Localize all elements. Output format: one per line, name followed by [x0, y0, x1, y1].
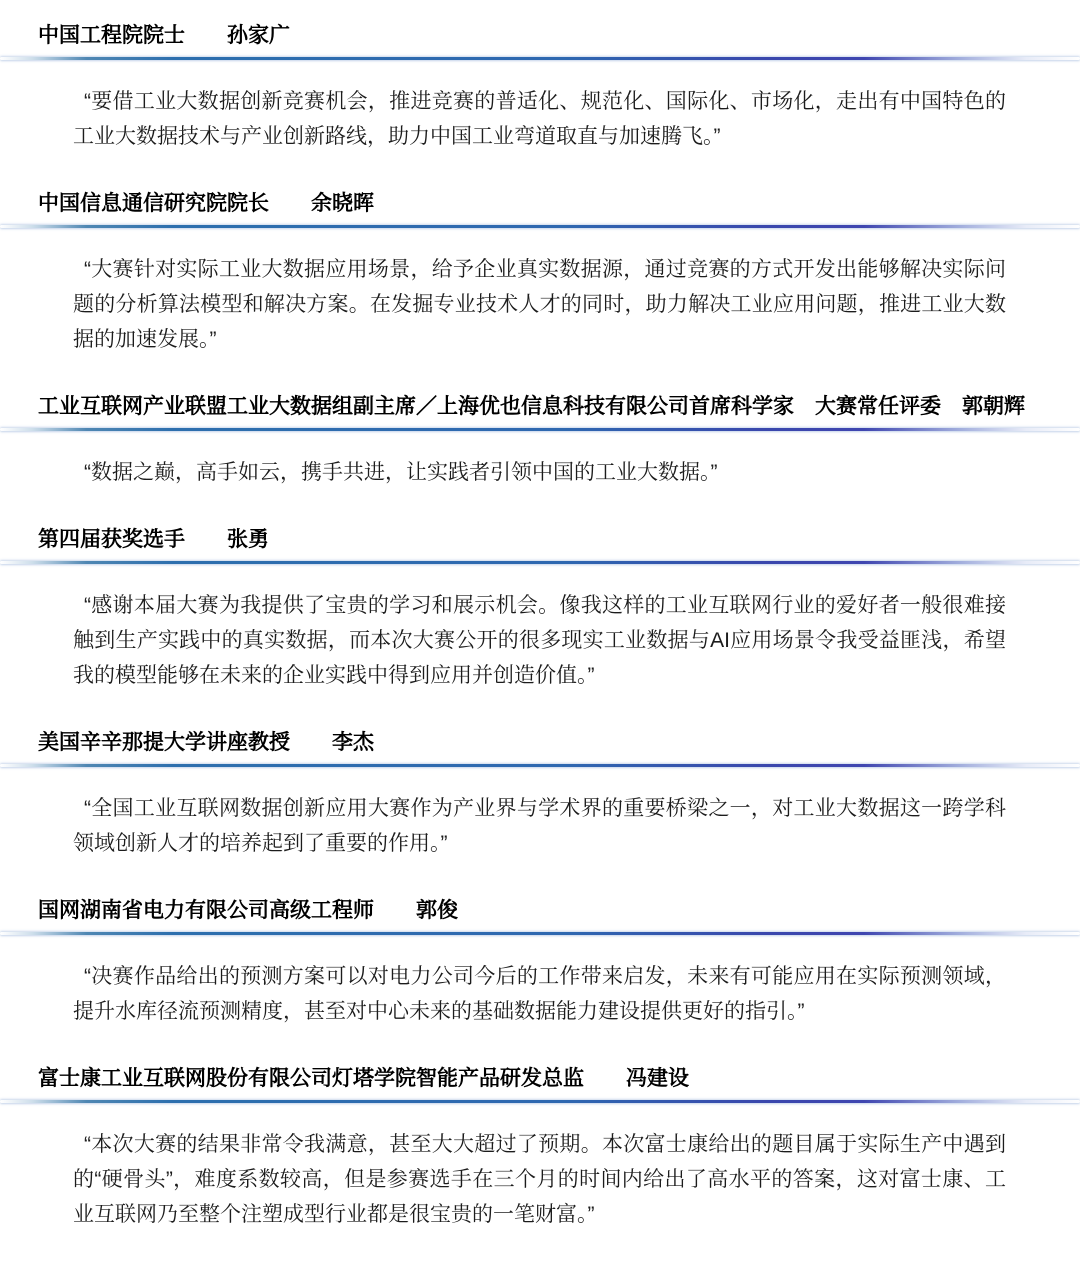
- quote-text: “大赛针对实际工业大数据应用场景，给予企业真实数据源，通过竞赛的方式开发出能够解决实际问题的分析算法模型和解决方案。在发掘专业技术人才的同时，助力解决工业应用问题，推进工业大数据的加速发展。”: [73, 258, 1006, 351]
- quote-text: “决赛作品给出的预测方案可以对电力公司今后的工作带来启发，未来有可能应用在实际预测领域，提升水库径流预测精度，甚至对中心未来的基础数据能力建设提供更好的指引。”: [73, 965, 1006, 1023]
- divider-line: [0, 57, 1080, 60]
- divider-line: [0, 428, 1080, 431]
- divider-line: [0, 225, 1080, 228]
- person-title: 美国辛辛那提大学讲座教授 李杰: [38, 731, 374, 754]
- person-title: 中国信息通信研究院院长 余晓晖: [38, 192, 374, 215]
- person-title: 第四届获奖选手 张勇: [38, 528, 269, 551]
- person-title: 富士康工业互联网股份有限公司灯塔学院智能产品研发总监 冯建设: [38, 1067, 689, 1090]
- quote-text: “全国工业互联网数据创新应用大赛作为产业界与学术界的重要桥梁之一，对工业大数据这一跨学科领域创新人才的培养起到了重要的作用。”: [73, 797, 1006, 855]
- divider-line: [0, 561, 1080, 564]
- divider-line: [0, 1100, 1080, 1103]
- person-title: 中国工程院院士 孙家广: [38, 24, 290, 47]
- person-title: 国网湖南省电力有限公司高级工程师 郭俊: [38, 899, 458, 922]
- testimonial-section: [0, 1065, 1080, 1232]
- testimonial-section: [0, 393, 1080, 490]
- testimonial-section: [0, 526, 1080, 693]
- quote-text: “感谢本届大赛为我提供了宝贵的学习和展示机会。像我这样的工业互联网行业的爱好者一般很难接触到生产实践中的真实数据，而本次大赛公开的很多现实工业数据与AI应用场景令我受益匪浅，希望我的模型能够在未来的企业实践中得到应用并创造价值。”: [73, 594, 1006, 687]
- quote-text: “数据之巅，高手如云，携手共进，让实践者引领中国的工业大数据。”: [84, 461, 718, 484]
- divider-line: [0, 764, 1080, 767]
- testimonial-section: [0, 729, 1080, 861]
- testimonial-section: [0, 190, 1080, 357]
- quote-text: “本次大赛的结果非常令我满意，甚至大大超过了预期。本次富士康给出的题目属于实际生产中遇到的“硬骨头”，难度系数较高，但是参赛选手在三个月的时间内给出了高水平的答案，这对富士康、工业互联网乃至整个注塑成型行业都是很宝贵的一笔财富。”: [73, 1133, 1006, 1226]
- divider-line: [0, 932, 1080, 935]
- quote-text: “要借工业大数据创新竞赛机会，推进竞赛的普适化、规范化、国际化、市场化，走出有中国特色的工业大数据技术与产业创新路线，助力中国工业弯道取直与加速腾飞。”: [73, 90, 1006, 148]
- testimonial-section: [0, 897, 1080, 1029]
- person-title: 工业互联网产业联盟工业大数据组副主席／上海优也信息科技有限公司首席科学家 大赛常任评委 郭朝辉: [38, 395, 1025, 418]
- testimonial-section: [0, 22, 1080, 154]
